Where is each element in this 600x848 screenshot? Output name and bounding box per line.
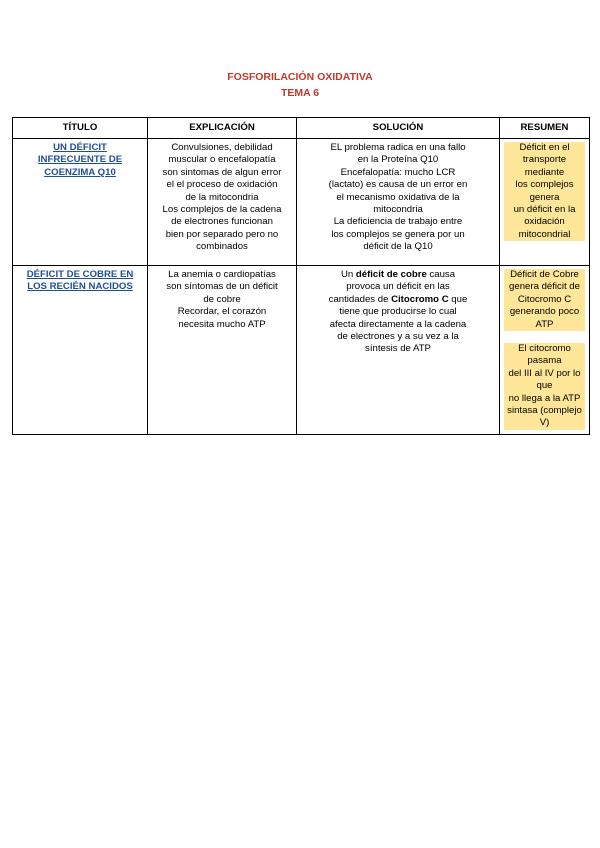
solution-line: en la Proteína Q10 bbox=[357, 154, 439, 166]
explanation-line: son sintomas de algun error bbox=[162, 166, 282, 178]
document-header bbox=[0, 69, 600, 101]
solution-text: causa bbox=[426, 269, 456, 280]
summary-line: oxidación bbox=[504, 216, 585, 228]
summary-line: mitocondrial bbox=[504, 229, 585, 241]
summary-line: Déficit en el bbox=[504, 142, 585, 154]
cell-solution bbox=[297, 139, 500, 266]
summary-gap bbox=[504, 331, 585, 343]
solution-line bbox=[301, 294, 495, 306]
solution-text: que bbox=[448, 293, 468, 305]
title-line: INFRECUENTE DE bbox=[37, 154, 123, 166]
solution-bold-term: déficit de cobre bbox=[355, 269, 427, 280]
explanation-line: La anemia o cardiopatías bbox=[168, 269, 276, 280]
solution-line: de electrones y a su vez a la bbox=[337, 331, 459, 343]
explanation-line: el el proceso de oxidación bbox=[166, 179, 278, 191]
explanation-line: combinados bbox=[196, 241, 248, 253]
header-titulo: TÍTULO bbox=[13, 118, 148, 139]
explanation-line: de la mitocondria bbox=[185, 191, 259, 203]
title-link-deficit-cobre[interactable] bbox=[17, 269, 143, 294]
document-title: FOSFORILACIÓN OXIDATIVA bbox=[227, 71, 373, 83]
explanation-line: Recordar, el corazón bbox=[177, 306, 267, 318]
solution-line: los complejos se genera por un bbox=[331, 228, 465, 240]
document-subtitle: TEMA 6 bbox=[280, 87, 320, 99]
solution-line: (lactato) es causa de un error en bbox=[328, 179, 468, 191]
solution-line: el mecanismo oxidativa de la bbox=[336, 191, 460, 203]
cell-summary bbox=[500, 266, 590, 435]
explanation-line: de cobre bbox=[203, 293, 241, 305]
summary-line: genera déficit de bbox=[504, 281, 585, 293]
title-line: DÉFICIT DE COBRE EN bbox=[26, 269, 134, 280]
table-header-row bbox=[13, 118, 590, 139]
explanation-line: Los complejos de la cadena bbox=[162, 204, 282, 216]
solution-text: cantidades de bbox=[328, 293, 392, 305]
solution-line: mitocondria bbox=[373, 204, 423, 216]
header-resumen: RESUMEN bbox=[500, 118, 590, 139]
cell-explanation bbox=[148, 266, 297, 435]
title-line: COENZIMA Q10 bbox=[44, 166, 116, 178]
cell-solution bbox=[297, 266, 500, 435]
explanation-line: de electrones funcionan bbox=[171, 216, 273, 228]
summary-line: El citocromo pasama bbox=[504, 343, 585, 368]
title-line: UN DÉFICIT bbox=[53, 142, 107, 153]
cell-explanation bbox=[148, 139, 297, 266]
solution-line: Encefalopatía: mucho LCR bbox=[340, 166, 456, 178]
header-explicacion: EXPLICACIÓN bbox=[148, 118, 297, 139]
solution-line: La deficiencia de trabajo entre bbox=[333, 216, 463, 228]
table-row bbox=[13, 266, 590, 435]
summary-line: Citocromo C bbox=[504, 294, 585, 306]
summary-line: generando poco ATP bbox=[504, 306, 585, 331]
table-row bbox=[13, 139, 590, 266]
title-link-coenzima-q10[interactable] bbox=[17, 142, 143, 179]
solution-line: provoca un déficit en las bbox=[346, 281, 450, 293]
solution-line: afecta directamente a la cadena bbox=[329, 318, 467, 330]
solution-line: tiene que producirse lo cual bbox=[339, 306, 457, 318]
solution-line: EL problema radica en una fallo bbox=[330, 142, 466, 153]
cell-title bbox=[13, 139, 148, 266]
solution-line: déficit de la Q10 bbox=[363, 241, 433, 253]
explanation-line: necesita mucho ATP bbox=[178, 318, 266, 330]
summary-line: los complejos genera bbox=[504, 179, 585, 204]
explanation-line: Convulsiones, debilidad bbox=[171, 142, 273, 153]
summary-line: sintasa (complejo V) bbox=[504, 405, 585, 430]
cell-title bbox=[13, 266, 148, 435]
explanation-line: bien por separado pero no bbox=[165, 228, 279, 240]
solution-line: síntesis de ATP bbox=[365, 343, 431, 355]
summary-line: no llega a la ATP bbox=[504, 393, 585, 405]
summary-line: Déficit de Cobre bbox=[504, 269, 585, 281]
summary-table bbox=[12, 117, 590, 435]
solution-bold-term: Citocromo C bbox=[391, 293, 449, 305]
title-line: LOS RECIÉN NACIDOS bbox=[27, 281, 133, 293]
header-solucion: SOLUCIÓN bbox=[297, 118, 500, 139]
cell-summary bbox=[500, 139, 590, 266]
summary-line: del III al IV por lo que bbox=[504, 368, 585, 393]
solution-text: Un bbox=[340, 269, 356, 280]
explanation-line: muscular o encefalopatía bbox=[168, 154, 276, 166]
explanation-line: son síntomas de un déficit bbox=[166, 281, 278, 293]
solution-line bbox=[301, 269, 495, 281]
summary-line: transporte mediante bbox=[504, 154, 585, 179]
summary-line: un déficit en la bbox=[504, 204, 585, 216]
